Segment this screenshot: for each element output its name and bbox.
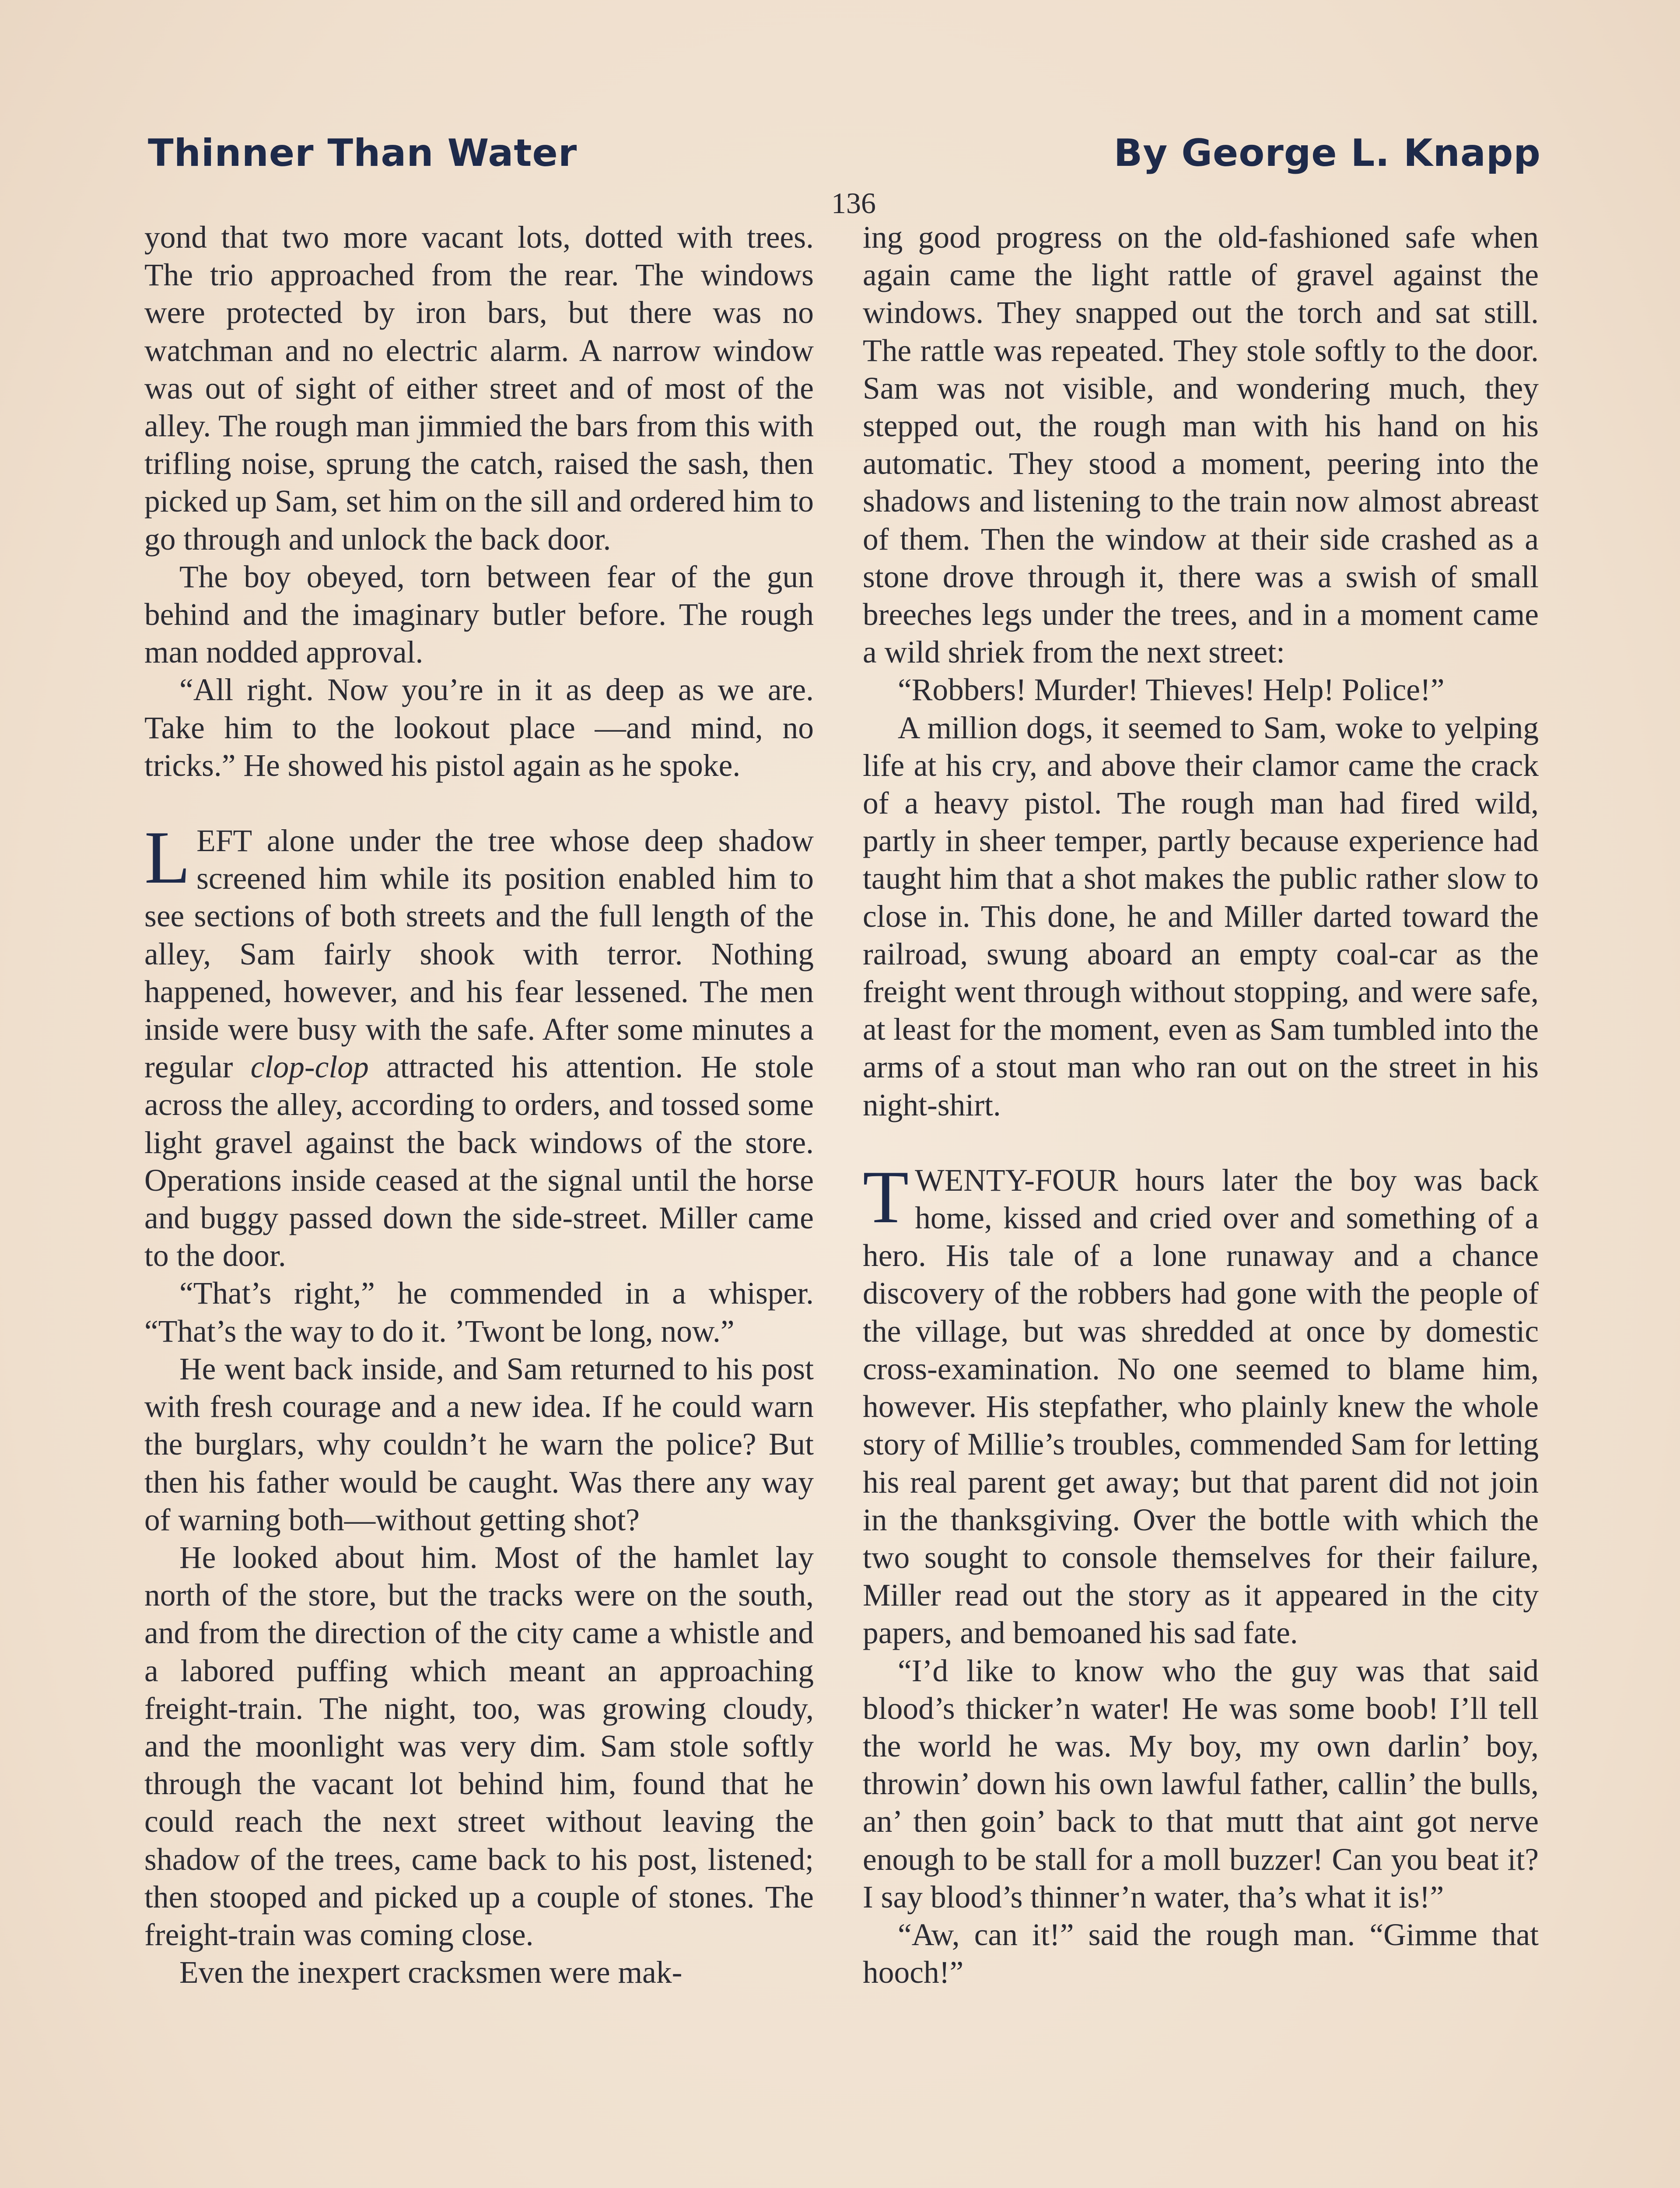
paragraph: “Aw, can it!” said the rough man. “Gimme that hooch!”: [863, 1917, 1539, 1990]
paragraph: He went back inside, and Sam returned to his post with fresh courage and a new idea. If he could warn the burglars, why couldn’t he warn the police? But then his father would be caught. Was there any way of warning both—without getting shot?: [144, 1351, 814, 1537]
paragraph: Even the inexpert cracksmen were mak-: [179, 1955, 682, 1990]
section-opening-paragraph: [863, 1155, 1539, 1652]
right-column: [863, 219, 1539, 1992]
drop-cap: L: [144, 816, 191, 900]
page-header: [148, 131, 1541, 184]
paragraph-text: attracted his attention. He stole across the alley, according to orders, and tossed some light gravel against the back windows of the store. Operations inside ceased at the signal until the horse and buggy passed down the side-street. Miller came to the door.: [144, 1050, 814, 1273]
section-break: [144, 785, 814, 822]
paragraph: “Robbers! Murder! Thieves! Help! Police!”: [898, 673, 1445, 708]
small-caps-lead: WENTY-FOUR: [915, 1163, 1118, 1198]
section-opening-paragraph: [144, 816, 814, 1275]
paragraph: ing good progress on the old-fashioned safe when again came the light rattle of gravel against the windows. They snapped out the torch and sat still. The rattle was repeated. They stole softly to the door. Sam was not visible, and wondering much, they stepped out, the rough man with his hand on his automatic. They stood a moment, peering into the shadows and listening to the train now almost abreast of them. Then the window at their side crashed as a stone drove through it, there was a swish of small breeches legs under the trees, and in a moment came a wild shriek from the next street:: [863, 220, 1539, 670]
paragraph: “All right. Now you’re in it as deep as we are. Take him to the lookout place —and mind, no tricks.” He showed his pistol again as he spoke.: [144, 673, 814, 783]
author-byline: By George L. Knapp: [1113, 131, 1541, 175]
story-title: Thinner Than Water: [148, 131, 578, 175]
page-number: 136: [831, 186, 876, 220]
section-break: [863, 1124, 1539, 1162]
italic-sound: clop-clop: [250, 1050, 369, 1085]
paragraph: The boy obeyed, torn between fear of the gun behind and the imaginary butler before. The rough man nodded approval.: [144, 559, 814, 670]
paragraph-text: alone under the tree whose deep shadow screened him while its position enabled him to see sections of both streets and the full length of the alley, Sam fairly shook with terror. Nothing happened, however, and his fear lessened. The men inside were busy with the safe. After some minutes a regular: [144, 824, 814, 1085]
left-column: [144, 219, 814, 1992]
drop-cap: T: [863, 1155, 909, 1239]
paragraph: “That’s right,” he commended in a whisper. “That’s the way to do it. ’Twont be long, now.”: [144, 1276, 814, 1349]
paragraph: A million dogs, it seemed to Sam, woke to yelping life at his cry, and above their clamor came the crack of a heavy pistol. The rough man had fired wild, partly in sheer temper, partly because experience had taught him that a shot makes the public rather slow to close in. This done, he and Miller darted toward the railroad, swung aboard an empty coal-car as the freight went through without stopping, and were safe, at least for the moment, even as Sam tumbled into the arms of a stout man who ran out on the street in his night-shirt.: [863, 710, 1539, 1122]
small-caps-lead: EFT: [196, 824, 252, 859]
paragraph: “I’d like to know who the guy was that said blood’s thicker’n water! He was some boob! I’ll tell the world he was. My boy, my own darlin’ boy, throwin’ down his own lawful father, callin’ the bulls, an’ then goin’ back to that mutt that aint got nerve enough to be stall for a moll buzzer! Can you beat it? I say blood’s thinner’n water, tha’s what it is!”: [863, 1653, 1539, 1914]
paragraph: yond that two more vacant lots, dotted with trees. The trio approached from the rear. The windows were protected by iron bars, but there was no watchman and no electric alarm. A narrow window was out of sight of either street and of most of the alley. The rough man jimmied the bars from this with trifling noise, sprung the catch, raised the sash, then picked up Sam, set him on the sill and ordered him to go through and unlock the back door.: [144, 220, 814, 557]
paragraph: He looked about him. Most of the hamlet lay north of the store, but the tracks were on the south, and from the direction of the city came a whistle and a labored puffing which meant an approaching freight-train. The night, too, was growing cloudy, and the moonlight was very dim. Sam stole softly through the vacant lot behind him, found that he could reach the next street without leaving the shadow of the trees, came back to his post, listened; then stooped and picked up a couple of stones. The freight-train was coming close.: [144, 1540, 814, 1952]
paragraph-text: hours later the boy was back home, kissed and cried over and something of a hero. His tale of a lone runaway and a chance discovery of the robbers had gone with the people of the village, but was shredded at once by domestic cross-examination. No one seemed to blame him, however. His stepfather, who plainly knew the whole story of Millie’s troubles, commended Sam for letting his real parent get away; but that parent did not join in the thanksgiving. Over the bottle with which the two sought to console themselves for their failure, Miller read out the story as it appeared in the city papers, and bemoaned his sad fate.: [863, 1163, 1539, 1651]
